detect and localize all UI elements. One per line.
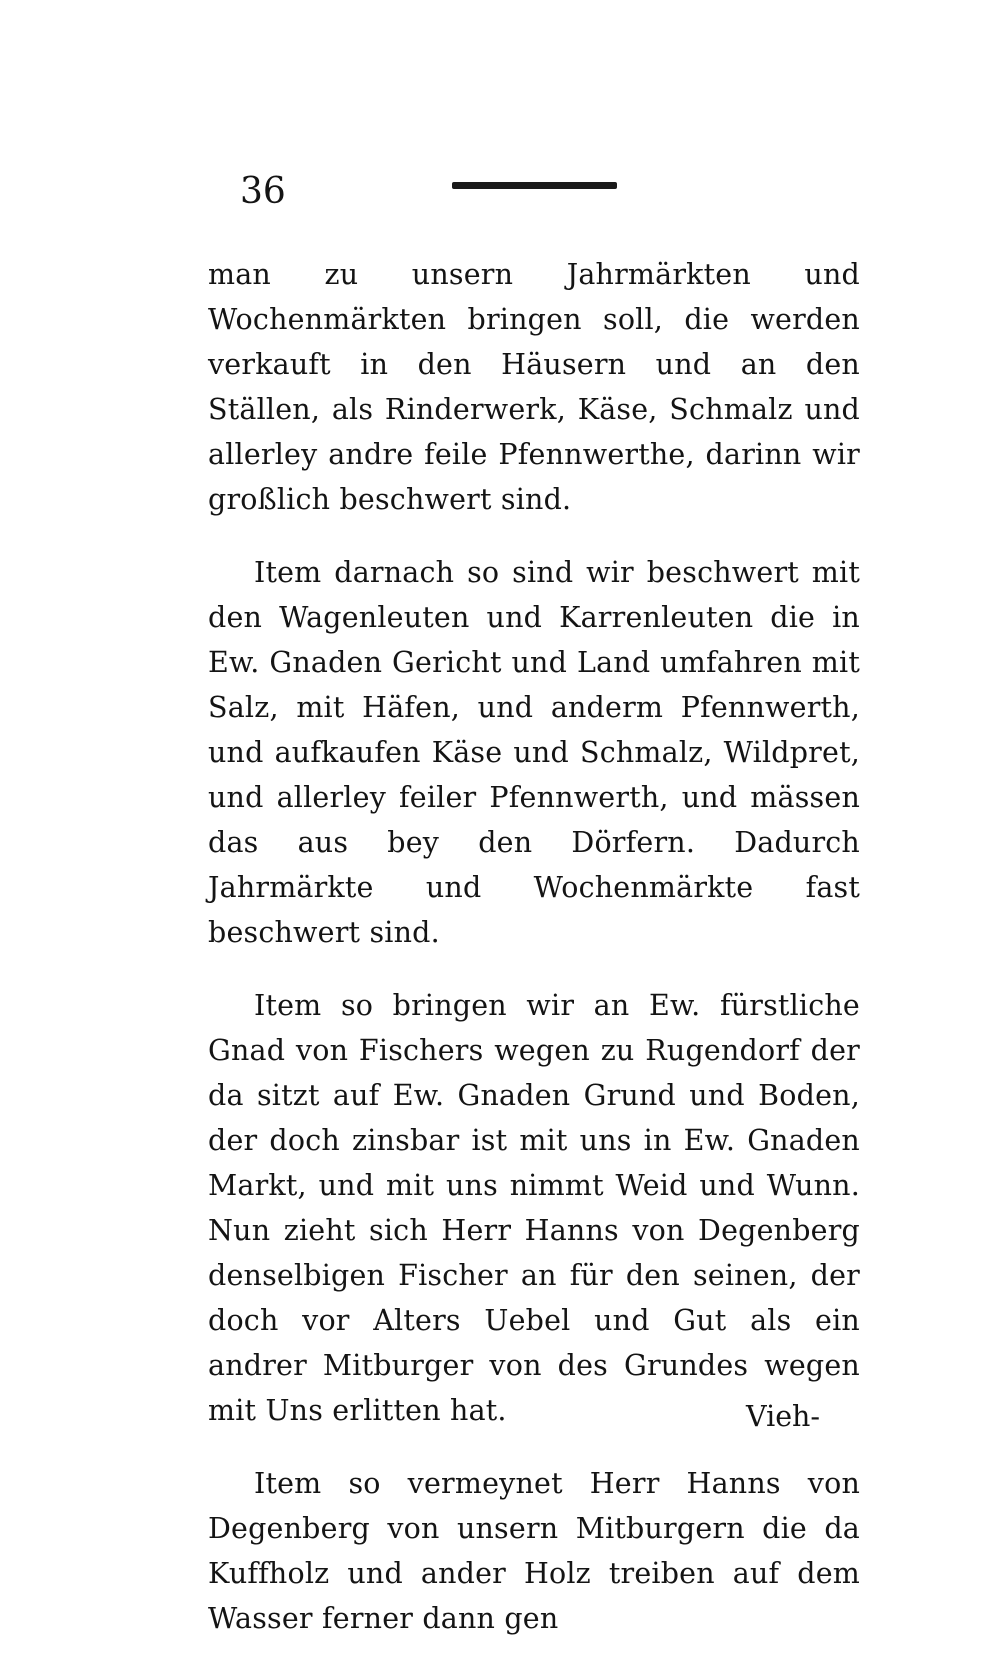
paragraph-2: Item darnach so sind wir beschwert mit den Wagenleuten und Karrenleuten die in Ew. Gnaden Gericht und Land umfahren mit Salz, mit Häfen, und anderm Pfennwerth, und aufkaufen Käse und Schmalz, Wildpret, und allerley feiler Pfennwerth, und mässen das aus bey den Dörfern. Dadurch Jahrmärkte und Wochenmärkte fast beschwert sind. (208, 556, 860, 949)
paragraph-1: man zu unsern Jahrmärkten und Wochenmärkten bringen soll, die werden verkauft in den Häusern und an den Ställen, als Rinderwerk, Käse, Schmalz und allerley andre feile Pfennwerthe, darinn wir großlich beschwert sind. (208, 258, 860, 516)
page-number: 36 (240, 171, 286, 212)
paragraph-3: Item so bringen wir an Ew. fürstliche Gnad von Fischers wegen zu Rugendorf der da sitzt auf Ew. Gnaden Grund und Boden, der doch zinsbar ist mit uns in Ew. Gnaden Markt, und mit uns nimmt Weid und Wunn. Nun zieht sich Herr Hanns von Degenberg denselbigen Fischer an für den seinen, der doch vor Alters Uebel und Gut als ein andrer Mitburger von des Grundes wegen mit Uns erlitten hat. (208, 989, 860, 1427)
header-rule (452, 182, 617, 189)
paragraph-4: Item so vermeynet Herr Hanns von Degenberg von unsern Mitburgern die da Kuffholz und ander Holz treiben auf dem Wasser ferner dann gen (208, 1467, 860, 1635)
catchword: Vieh- (746, 1400, 821, 1433)
